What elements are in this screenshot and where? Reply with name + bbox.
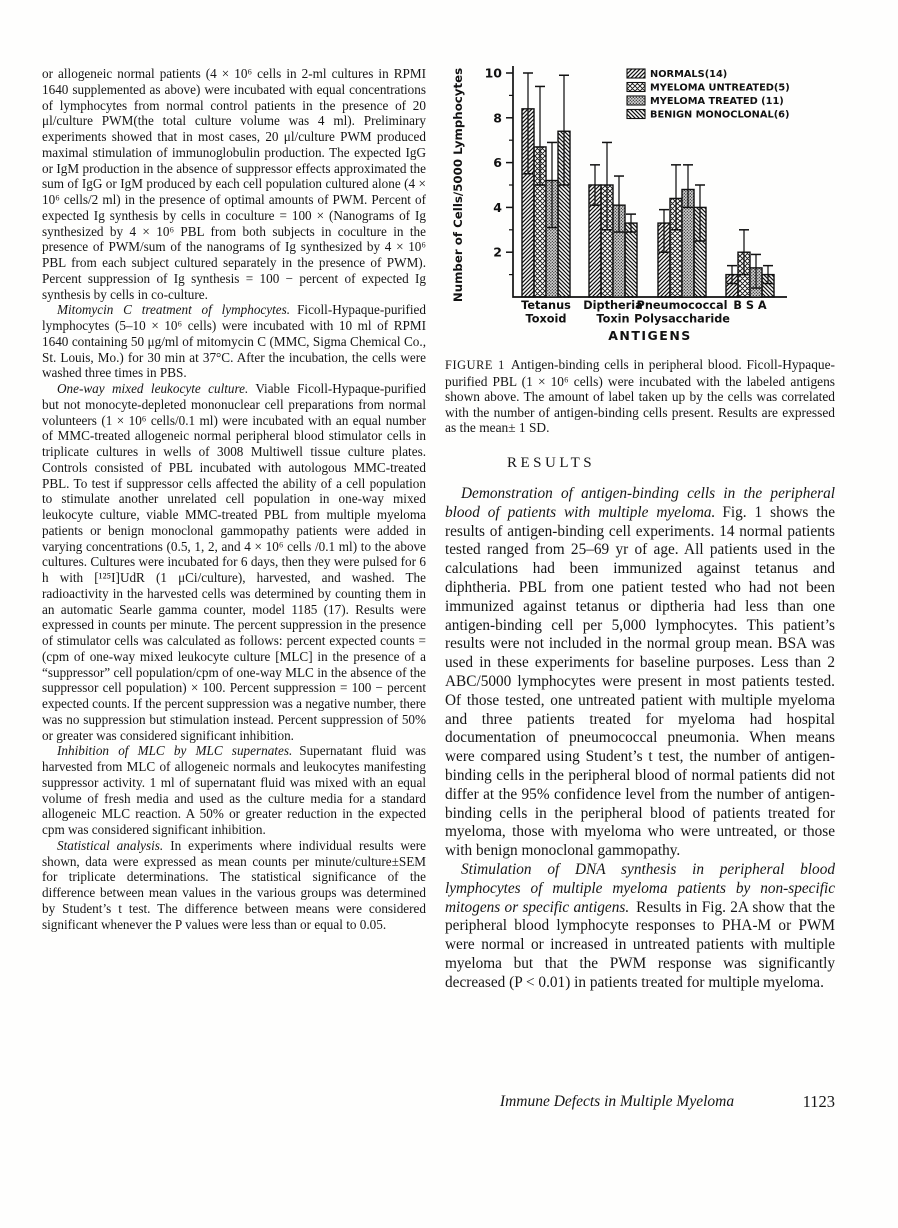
results-text xyxy=(445,485,835,993)
paragraph-lead: Inhibition of MLC by MLC supernates. xyxy=(57,743,293,759)
y-tick-label: 10 xyxy=(484,65,502,81)
paragraph-text: Fig. 1 shows the results of antigen-binding cell experiments. 14 normal patients tested ranged from 25–69 yr of age. All patients used in the calculations had been immunized against tetanus and diphtheria. PBL from one patient tested who had not been immunized against tetanus or diptheria had less than one antigen-binding cell per 5,000 lymphocytes. This patient’s results were not included in the normal group mean. BSA was used in these experiments for baseline purposes. Less than 2 ABC/5000 lymphocytes were present in most patients tested. Of those tested, one untreated patient with multiple myeloma and three patients treated for myeloma had hospital documentation of pneumococcal pneumonia. When means were compared using Student’s t test, the number of antigen-binding cells in the peripheral blood of normal patients did not differ at the 95% confidence level from the number of antigen-binding cells in the peripheral blood of patients treated for myeloma, those with myeloma who were untreated, or those with benign monoclonal gammopathy. xyxy=(445,503,835,860)
bar xyxy=(625,223,637,297)
paragraph-inhibition-mlc xyxy=(42,743,426,838)
legend-label: MYELOMA UNTREATED(5) xyxy=(650,82,790,94)
figure-caption-text: Antigen-binding cells in peripheral blood. Ficoll-Hypaque-purified PBL (1 × 10⁶ cells) were incubated with the labeled antigens shown above. The amount of label taken up by the cells was correlated with the number of antigen-binding cells present. Results are expressed as the mean± 1 SD. xyxy=(445,357,835,436)
x-category-label: Toxin xyxy=(596,312,630,326)
paragraph-lead: Demonstration of antigen-binding cells in the peripheral blood of patients with multiple myeloma. xyxy=(445,484,835,521)
legend-swatch xyxy=(627,110,645,119)
y-tick-label: 6 xyxy=(493,155,502,171)
x-category-label: B S A xyxy=(733,299,767,312)
x-category-label: Diptheria xyxy=(583,299,643,312)
figure-label: FIGURE 1 xyxy=(445,358,505,372)
legend-label: NORMALS(14) xyxy=(650,69,728,80)
x-category-label: Pneumococcal xyxy=(636,299,728,312)
page-number: 1123 xyxy=(802,1092,835,1111)
x-axis-title: ANTIGENS xyxy=(608,328,692,343)
legend-swatch xyxy=(627,69,645,78)
paragraph-lead: Stimulation of DNA synthesis in peripheral blood lymphocytes of multiple myeloma patients by non-specific mitogens or specific antigens. xyxy=(445,860,835,916)
paragraph-one-way-mlc xyxy=(42,381,426,743)
figure-1 xyxy=(445,56,835,436)
paragraph-text: Results in Fig. 2A show that the peripheral blood lymphocyte responses to PHA-M or PWM were normal or increased in untreated patients with multiple myeloma but that the PWM response was significantly decreased (P < 0.01) in patients treated for multiple myeloma. xyxy=(445,898,835,991)
legend-label: MYELOMA TREATED (11) xyxy=(650,96,784,107)
paragraph-mitomycin xyxy=(42,302,426,381)
results-heading: RESULTS xyxy=(507,454,596,471)
paragraph-antigen-binding xyxy=(445,485,835,861)
legend-swatch xyxy=(627,96,645,105)
legend-swatch xyxy=(627,83,645,92)
figure-1-bar-chart xyxy=(445,56,835,348)
paragraph-continued xyxy=(42,66,426,302)
paragraph-text: or allogeneic normal patients (4 × 10⁶ cells in 2-ml cultures in RPMI 1640 supplemented as above) were incubated with equal concentrations of lymphocytes from normal control patients in the presence of 20 μl/culture PWM(the total culture volume was 4 ml). Preliminary experiments showed that in most cases, 20 μl/culture PWM produced maximal stimulation of immunoglobulin production. The expected IgG or IgM production in the absence of suppressor effects approximated the sum of IgG or IgM produced by each cell population cultured alone (4 × 10⁶ cells/2 ml) in the presence of optimal amounts of PWM. Percent of expected Ig synthesis by cells in coculture = 100 × (Nanograms of Ig synthesized by 4 × 10⁶ PBL from both subjects in coculture in the presence of PWM/sum of the nanograms of Ig synthesized by 4 × 10⁶ PBL from each subject cultured separately in the presence of PWM). Percent suppression of Ig synthesis = 100 − percent of expected Ig synthesis by cells in co-culture. xyxy=(42,66,426,302)
y-tick-label: 8 xyxy=(493,110,502,126)
paragraph-lead: Mitomycin C treatment of lymphocytes. xyxy=(57,302,291,318)
paragraph-text: Supernatant fluid was harvested from MLC of allogeneic normals and leukocytes manifesting suppressor activity. 1 ml of supernatant fluid was mixed with an equal volume of fresh media and used as the culture media for a standard allogeneic MLC reaction. A 50% or greater reduction in the expected cpm was considered significant inhibition. xyxy=(42,743,426,837)
x-category-label: Polysaccharide xyxy=(634,312,730,326)
paragraph-statistical-analysis xyxy=(42,838,426,933)
results-column xyxy=(445,56,835,992)
y-tick-label: 2 xyxy=(493,244,502,260)
paragraph-text: Viable Ficoll-Hypaque-purified but not monocyte-depleted mononuclear cell preparations from normal volunteers (1 × 10⁶ cells/0.1 ml) were incubated with an equal number of MMC-treated allogeneic normal peripheral blood stimulator cells in triplicate cultures in wells of 3008 Multiwell tissue culture plates. Controls consisted of PBL incubated with autologous MMC-treated PBL. To test if suppressor cells affected the ability of a cell population to stimulate another unrelated cell population in one-way mixed leukocyte culture, viable MMC-treated PBL from multiple myeloma patients or benign monoclonal gammopathy patients were added in varying concentrations (0.5, 1, 2, and 4 × 10⁶ cells /0.1 ml) to the above cultures. Cultures were incubated for 6 days, then they were pulsed for 6 h with [¹²⁵I]UdR (1 μCi/culture), harvested, and washed. The radioactivity in the harvested cells was determined by counting them in an automatic Searle gamma counter, model 1185 (17). Results were expressed in counts per minute. The percent suppression in the presence of stimulator cells was calculated as follows: percent expected counts = (cpm of one-way mixed leukocyte culture [MLC] in the presence of a “suppressor” cell population/cpm of one-way MLC in the absence of the suppressor cell population) × 100. Percent suppression = 100 − percent expected counts. If the percent suppression was a negative number, there was no suppression but stimulation instead. Percent suppression of 50% or greater was considered significant inhibition. xyxy=(42,381,426,743)
y-axis-title: Number of Cells/5000 Lymphocytes xyxy=(451,67,465,303)
y-tick-label: 4 xyxy=(493,199,502,215)
paragraph-lead: Statistical analysis. xyxy=(57,837,164,853)
x-category-label: Tetanus xyxy=(521,299,571,312)
paragraph-text: In experiments where individual results were shown, data were expressed as mean counts per minute/culture±SEM for triplicate determinations. The statistical significance of the difference between mean values in the various groups was determined by Student’s t test. The difference between means were considered significant whenever the P values were less than or equal to 0.05. xyxy=(42,837,426,932)
figure-1-caption xyxy=(445,357,835,436)
running-title: Immune Defects in Multiple Myeloma xyxy=(499,1093,735,1110)
x-category-label: Toxoid xyxy=(525,312,567,326)
methods-column xyxy=(42,66,426,932)
paragraph-text: Ficoll-Hypaque-purified lymphocytes (5–10 × 10⁶ cells) were incubated with 10 ml of RPMI 1640 containing 50 μg/ml of mitomycin C (MMC, Sigma Chemical Co., St. Louis, Mo.) for 30 min at 37°C. After the incubation, the cells were washed three times in PBS. xyxy=(42,302,426,381)
paragraph-lead: One-way mixed leukocyte culture. xyxy=(57,381,249,396)
figure-1-svg xyxy=(445,56,835,348)
page-footer xyxy=(445,1093,835,1115)
legend-label: BENIGN MONOCLONAL(6) xyxy=(650,109,790,121)
paragraph-dna-synthesis xyxy=(445,861,835,993)
